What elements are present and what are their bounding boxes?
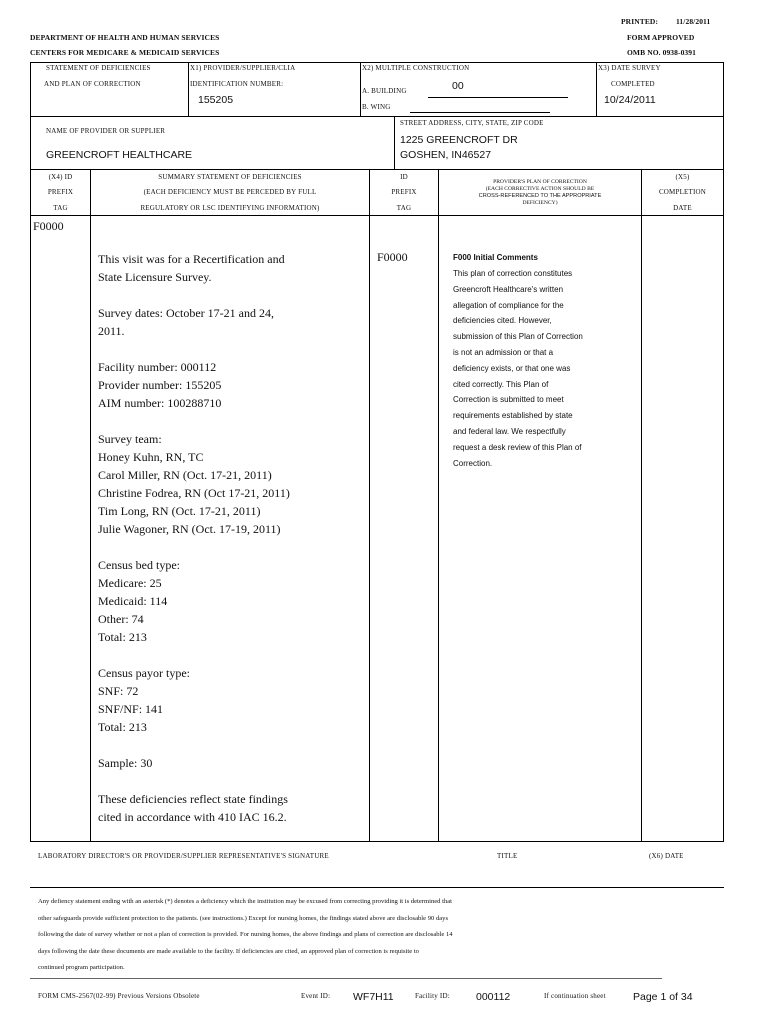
summary-line: Medicaid: 114 xyxy=(98,594,168,608)
facility-id-value: 000112 xyxy=(476,991,511,1003)
continuation-label: If continuation sheet xyxy=(544,992,606,1000)
disclaimer xyxy=(38,894,718,977)
summary-line: Other: 74 xyxy=(98,612,144,626)
disclaimer-line: Any defiency statement ending with an asterisk (*) denotes a deficiency which the institution may be excused from correcting providing it is determined that xyxy=(38,898,453,905)
printed-date: 11/28/2011 xyxy=(676,17,711,26)
summary-line: This visit was for a Recertification and xyxy=(98,252,285,266)
summary-line: AIM number: 100288710 xyxy=(98,396,222,410)
plan-header-3: CROSS-REFERENCED TO THE APPROPRIATE xyxy=(478,193,602,199)
omb-number: OMB NO. 0938-0391 xyxy=(627,48,696,57)
x5-header-2: COMPLETION xyxy=(658,188,707,196)
plan-header-1: PROVIDER'S PLAN OF CORRECTION xyxy=(493,179,587,185)
disclaimer-line: following the date of survey whether or not a plan of correction is provided. For nursing homes, the above findings and plans of correction are disclosable 14 xyxy=(38,931,453,938)
x4-header-3: TAG xyxy=(53,204,68,212)
disclaimer-line: continued program participation. xyxy=(38,964,125,971)
summary-line: Provider number: 155205 xyxy=(98,378,222,392)
summary-statement xyxy=(98,250,290,826)
x3-label-2: COMPLETED xyxy=(611,80,655,88)
summary-header-1: SUMMARY STATEMENT OF DEFICIENCIES xyxy=(158,173,302,181)
signature-label: LABORATORY DIRECTOR'S OR PROVIDER/SUPPLIER REPRESENTATIVE'S SIGNATURE xyxy=(38,852,329,860)
summary-line: Total: 213 xyxy=(98,720,147,734)
summary-line xyxy=(98,412,290,430)
centers-title: CENTERS FOR MEDICARE & MEDICAID SERVICES xyxy=(30,48,220,57)
tag-right: F0000 xyxy=(377,250,408,264)
plan-header-4: DEFICIENCY) xyxy=(522,200,558,206)
summary-line xyxy=(98,736,290,754)
plan-title: F000 Initial Comments xyxy=(453,253,538,262)
plan-line: Correction. xyxy=(453,458,493,468)
plan-line: is not an admission or that a xyxy=(453,347,554,357)
plan-line: request a desk review of this Plan of xyxy=(453,442,582,452)
summary-line: Tim Long, RN (Oct. 17-21, 2011) xyxy=(98,504,261,518)
form-number: FORM CMS-2567(02-99) Previous Versions Obsolete xyxy=(38,992,200,1000)
summary-line: Medicare: 25 xyxy=(98,576,162,590)
summary-line xyxy=(98,340,290,358)
plan-line: This plan of correction constitutes xyxy=(453,269,573,278)
address-label: STREET ADDRESS, CITY, STATE, ZIP CODE xyxy=(400,119,544,127)
plan-header-2: (EACH CORRECTIVE ACTION SHOULD BE xyxy=(485,186,595,192)
plan-line: cited correctly. This Plan of xyxy=(453,379,549,389)
department-title: DEPARTMENT OF HEALTH AND HUMAN SERVICES xyxy=(30,33,220,42)
plan-of-correction xyxy=(453,266,583,471)
disclaimer-line: other safeguards provide sufficient protection to the patients. (see instructions.) Except for nursing homes, the findings stated above are disclosable 90 days xyxy=(38,914,449,922)
summary-line: Facility number: 000112 xyxy=(98,360,217,374)
survey-date-value: 10/24/2011 xyxy=(604,94,656,106)
provider-id-value: 155205 xyxy=(198,94,234,106)
x1-label-1: X1) PROVIDER/SUPPLIER/CLIA xyxy=(190,64,296,72)
summary-line: These deficiencies reflect state findings xyxy=(98,792,288,806)
printed-label: PRINTED: xyxy=(621,17,659,26)
x4-header-1: (X4) ID xyxy=(48,173,73,181)
summary-line: Census bed type: xyxy=(98,558,180,572)
plan-line: Greencroft Healthcare's written xyxy=(453,284,564,294)
plan-line: deficiencies cited. However, xyxy=(453,316,552,326)
summary-line: Carol Miller, RN (Oct. 17-21, 2011) xyxy=(98,468,272,482)
id-header-3: TAG xyxy=(396,204,412,212)
facility-id-label: Facility ID: xyxy=(415,992,450,1000)
summary-line xyxy=(98,286,290,304)
statement-label-1: STATEMENT OF DEFICIENCIES xyxy=(46,64,151,72)
summary-line xyxy=(98,646,290,664)
summary-line: State Licensure Survey. xyxy=(98,270,212,284)
summary-header-3: REGULATORY OR LSC IDENTIFYING INFORMATION) xyxy=(140,204,320,212)
plan-line: deficiency exists, or that one was xyxy=(453,363,571,373)
statement-label-2: AND PLAN OF CORRECTION xyxy=(44,80,141,88)
form-approved: FORM APPROVED xyxy=(627,33,695,42)
id-header-1: ID xyxy=(400,173,408,181)
page-number: Page 1 of 34 xyxy=(633,991,693,1003)
x5-header-1: (X5) xyxy=(675,173,690,181)
summary-line xyxy=(98,772,290,790)
summary-header-2: (EACH DEFICIENCY MUST BE PERCEDED BY FULL xyxy=(143,188,317,196)
provider-name-value: GREENCROFT HEALTHCARE xyxy=(46,149,193,161)
summary-line: SNF/NF: 141 xyxy=(98,702,164,716)
plan-line: and federal law. We respectfully xyxy=(453,426,566,436)
summary-line: SNF: 72 xyxy=(98,684,139,698)
summary-line: 2011. xyxy=(98,324,125,338)
wing-label: B. WING xyxy=(362,103,391,111)
building-label: A. BUILDING xyxy=(362,87,407,95)
summary-line: cited in accordance with 410 IAC 16.2. xyxy=(98,810,287,824)
summary-line: Sample: 30 xyxy=(98,756,153,770)
summary-line: Census payor type: xyxy=(98,666,190,680)
plan-line: Correction is submitted to meet xyxy=(453,395,564,405)
tag-left: F0000 xyxy=(33,219,64,233)
x4-header-2: PREFIX xyxy=(47,188,74,196)
summary-line: Survey dates: October 17-21 and 24, xyxy=(98,306,274,320)
summary-line: Christine Fodrea, RN (Oct 17-21, 2011) xyxy=(98,486,290,500)
x1-label-2: IDENTIFICATION NUMBER: xyxy=(190,80,284,88)
provider-name-label: NAME OF PROVIDER OR SUPPLIER xyxy=(46,127,166,135)
x2-label: X2) MULTIPLE CONSTRUCTION xyxy=(362,64,470,72)
event-id-label: Event ID: xyxy=(301,992,331,1000)
summary-line xyxy=(98,538,290,556)
summary-line: Honey Kuhn, RN, TC xyxy=(98,450,204,464)
summary-line: Total: 213 xyxy=(98,630,147,644)
summary-line: Julie Wagoner, RN (Oct. 17-19, 2011) xyxy=(98,522,281,536)
x5-header-3: DATE xyxy=(673,204,692,212)
x3-label-1: X3) DATE SURVEY xyxy=(598,64,661,72)
disclaimer-line: days following the date these documents are made available to the facility. If deficiencies are cited, an approved plan of correction is requisite to xyxy=(38,947,419,955)
date-label: (X6) DATE xyxy=(649,852,684,860)
plan-line: allegation of compliance for the xyxy=(453,300,564,310)
event-id-value: WF7H11 xyxy=(353,991,394,1003)
address-line-1: 1225 GREENCROFT DR xyxy=(400,134,518,146)
plan-line: submission of this Plan of Correction xyxy=(453,332,583,342)
building-value: 00 xyxy=(452,80,464,92)
summary-line: Survey team: xyxy=(98,432,162,446)
id-header-2: PREFIX xyxy=(391,188,417,196)
address-line-2: GOSHEN, IN46527 xyxy=(400,149,492,161)
title-label: TITLE xyxy=(497,852,518,860)
plan-line: requirements established by state xyxy=(453,411,573,421)
